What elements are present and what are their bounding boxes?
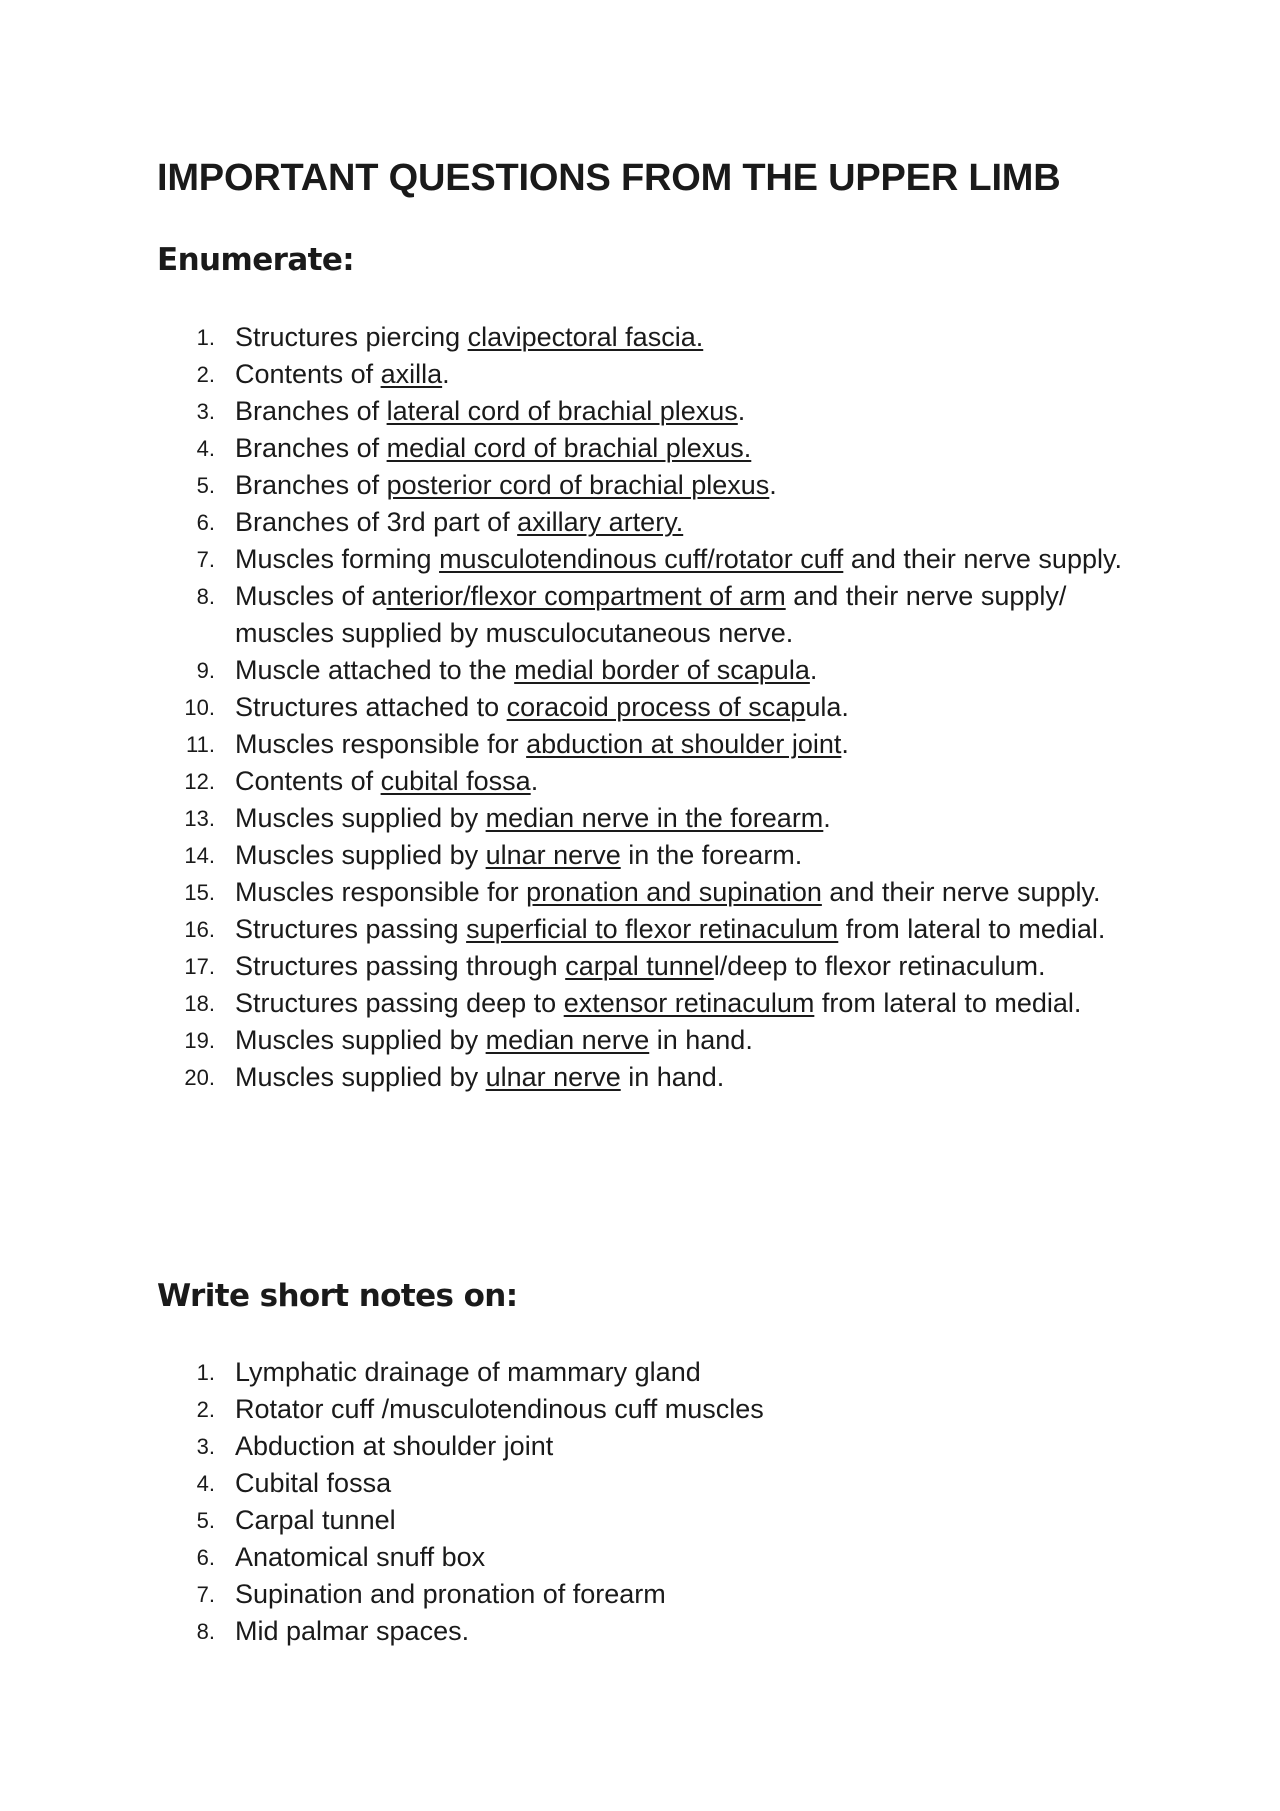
list-item (157, 652, 1147, 689)
item-number: 4. (196, 1471, 215, 1496)
item-text: Structures attached to coracoid process of scapula. (235, 692, 849, 722)
list-item (157, 1022, 1147, 1059)
list-item (157, 430, 1147, 467)
item-text: Muscles supplied by median nerve in hand. (235, 1025, 753, 1055)
list-item (157, 1354, 1057, 1391)
list-item (157, 1539, 1057, 1576)
item-text: Cubital fossa (235, 1468, 392, 1498)
list-item (157, 948, 1147, 985)
item-text: Supination and pronation of forearm (235, 1579, 666, 1609)
list-item (157, 800, 1147, 837)
item-text: Muscles supplied by median nerve in the forearm. (235, 803, 831, 833)
item-text: Muscles of anterior/flexor compartment of arm and their nerve supply/ muscles supplied by musculocutaneous nerve. (235, 581, 1067, 648)
item-text: Branches of medial cord of brachial plexus. (235, 433, 752, 463)
item-number: 13. (184, 806, 215, 831)
list-item (157, 1502, 1057, 1539)
item-text: Abduction at shoulder joint (235, 1431, 554, 1461)
item-text: Lymphatic drainage of mammary gland (235, 1357, 701, 1387)
list-item (157, 1465, 1057, 1502)
item-text: Branches of lateral cord of brachial plexus. (235, 396, 746, 426)
item-number: 6. (196, 1545, 215, 1570)
item-text: Anatomical snuff box (235, 1542, 486, 1572)
list-item (157, 541, 1147, 578)
item-text: Structures passing deep to extensor retinaculum from lateral to medial. (235, 988, 1082, 1018)
item-text: Muscles supplied by ulnar nerve in hand. (235, 1062, 725, 1092)
item-number: 6. (196, 510, 215, 535)
item-number: 16. (184, 917, 215, 942)
item-text: Contents of cubital fossa. (235, 766, 539, 796)
item-text: Contents of axilla. (235, 359, 450, 389)
short-notes-heading: Write short notes on: (157, 1278, 518, 1314)
item-text: Structures piercing clavipectoral fascia. (235, 322, 704, 352)
item-text: Carpal tunnel (235, 1505, 396, 1535)
list-item (157, 319, 1147, 356)
item-number: 3. (196, 399, 215, 424)
item-number: 9. (196, 658, 215, 683)
list-item (157, 578, 1147, 652)
list-item (157, 689, 1147, 726)
list-item (157, 1428, 1057, 1465)
list-item (157, 874, 1147, 911)
list-item (157, 837, 1147, 874)
enumerate-heading: Enumerate: (157, 242, 355, 278)
item-number: 8. (196, 584, 215, 609)
item-number: 17. (184, 954, 215, 979)
item-number: 2. (196, 1397, 215, 1422)
item-text: Muscles supplied by ulnar nerve in the forearm. (235, 840, 803, 870)
item-text: Muscles forming musculotendinous cuff/rotator cuff and their nerve supply. (235, 544, 1122, 574)
list-item (157, 1576, 1057, 1613)
item-number: 11. (186, 732, 215, 757)
short-notes-list (157, 1354, 1057, 1650)
item-text: Branches of 3rd part of axillary artery. (235, 507, 684, 537)
item-number: 10. (184, 695, 215, 720)
item-text: Branches of posterior cord of brachial plexus. (235, 470, 777, 500)
list-item (157, 1391, 1057, 1428)
item-text: Structures passing through carpal tunnel/deep to flexor retinaculum. (235, 951, 1046, 981)
item-number: 19. (184, 1028, 215, 1053)
item-number: 15. (184, 880, 215, 905)
item-number: 2. (196, 362, 215, 387)
item-number: 7. (196, 1582, 215, 1607)
item-number: 20. (184, 1065, 215, 1090)
list-item (157, 504, 1147, 541)
item-text: Muscle attached to the medial border of scapula. (235, 655, 818, 685)
list-item (157, 726, 1147, 763)
list-item (157, 356, 1147, 393)
list-item (157, 467, 1147, 504)
list-item (157, 1059, 1147, 1096)
list-item (157, 763, 1147, 800)
item-number: 14. (184, 843, 215, 868)
item-number: 12. (184, 769, 215, 794)
item-number: 4. (196, 436, 215, 461)
document-title: IMPORTANT QUESTIONS FROM THE UPPER LIMB (157, 157, 1061, 199)
item-number: 8. (196, 1619, 215, 1644)
item-text: Rotator cuff /musculotendinous cuff muscles (235, 1394, 764, 1424)
item-text: Structures passing superficial to flexor retinaculum from lateral to medial. (235, 914, 1106, 944)
list-item (157, 911, 1147, 948)
list-item (157, 393, 1147, 430)
enumerate-list (157, 319, 1147, 1096)
item-text: Mid palmar spaces. (235, 1616, 470, 1646)
item-number: 1. (196, 1360, 215, 1385)
item-number: 18. (184, 991, 215, 1016)
list-item (157, 1613, 1057, 1650)
item-text: Muscles responsible for pronation and supination and their nerve supply. (235, 877, 1101, 907)
list-item (157, 985, 1147, 1022)
item-number: 1. (196, 325, 215, 350)
item-number: 5. (196, 1508, 215, 1533)
item-number: 5. (196, 473, 215, 498)
item-number: 7. (196, 547, 215, 572)
item-number: 3. (196, 1434, 215, 1459)
item-text: Muscles responsible for abduction at shoulder joint. (235, 729, 849, 759)
